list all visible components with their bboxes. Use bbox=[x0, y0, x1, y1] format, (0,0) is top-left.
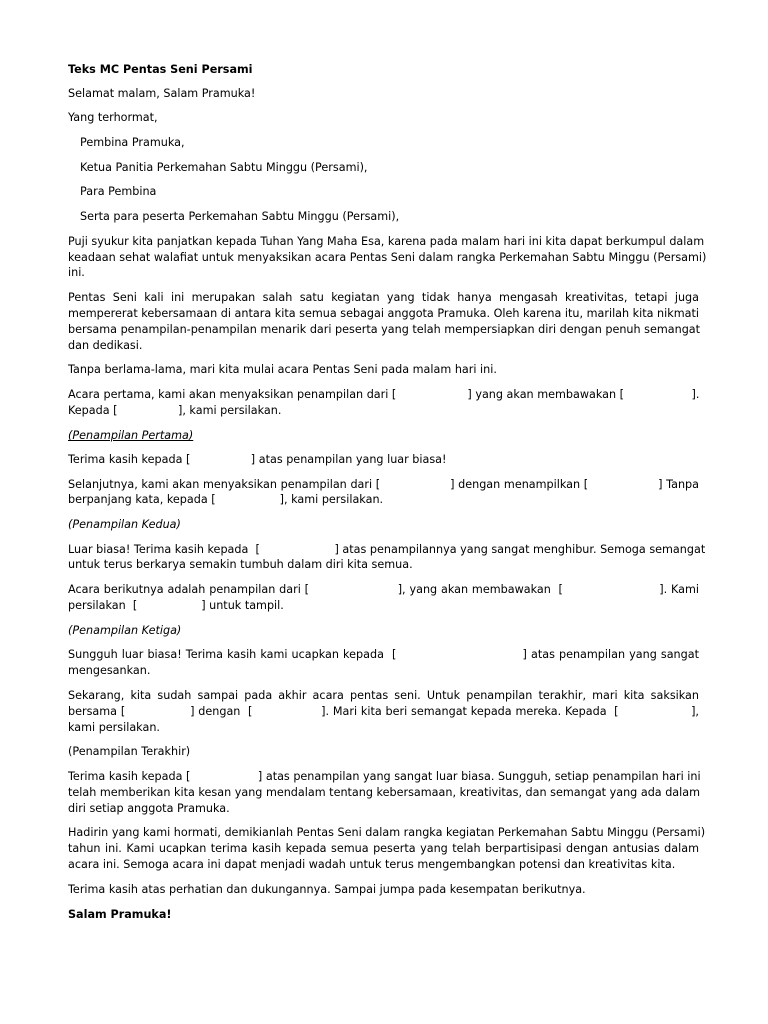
paragraph-line: Puji syukur kita panjatkan kepada Tuhan Yang Maha Esa, karena pada malam hari ini kita dapat berkumpul dalam bbox=[68, 235, 705, 248]
paragraph-line: Terima kasih atas perhatian dan dukungannya. Sampai jumpa pada kesempatan berikutnya. bbox=[68, 883, 586, 896]
salutation-intro: Yang terhormat, bbox=[68, 111, 158, 124]
performance-heading: (Penampilan Kedua) bbox=[68, 518, 181, 531]
salutation-item: Serta para peserta Perkemahan Sabtu Minggu (Persami), bbox=[80, 210, 400, 223]
paragraph-line: mengesankan. bbox=[68, 664, 151, 677]
paragraph-line: acara ini. Semoga acara ini dapat menjadi wadah untuk terus mengembangkan potensi dan kreativitas kita. bbox=[68, 858, 676, 871]
paragraph-line: Terima kasih kepada [ ] atas penampilan yang luar biasa! bbox=[68, 453, 447, 466]
paragraph-line: tahun ini. Kami ucapkan terima kasih kepada semua peserta yang telah berpartisipasi dengan antusias dalam bbox=[68, 842, 699, 855]
paragraph-line: telah memberikan kita kesan yang mendalam tentang kebersamaan, kreativitas, dan semangat yang ada dalam bbox=[68, 786, 701, 799]
paragraph-line: Sekarang, kita sudah sampai pada akhir acara pentas seni. Untuk penampilan terakhir, mari kita saksikan bbox=[68, 689, 699, 702]
paragraph-line: Tanpa berlama-lama, mari kita mulai acara Pentas Seni pada malam hari ini. bbox=[68, 363, 497, 376]
salutation-item: Para Pembina bbox=[80, 185, 157, 198]
document-title: Teks MC Pentas Seni Persami bbox=[68, 63, 253, 76]
paragraph-line: ini. bbox=[68, 266, 85, 279]
paragraph-line: Pentas Seni kali ini merupakan salah satu kegiatan yang tidak hanya mengasah kreativitas, tetapi juga bbox=[68, 291, 699, 304]
paragraph-line: Selanjutnya, kami akan menyaksikan penampilan dari [ ] dengan menampilkan [ ] Tanpa bbox=[68, 478, 699, 491]
paragraph-line: Sungguh luar biasa! Terima kasih kami ucapkan kepada [ ] atas penampilan yang sangat bbox=[68, 648, 699, 661]
paragraph-line: bersama [ ] dengan [ ]. Mari kita beri semangat kepada mereka. Kepada [ ], bbox=[68, 705, 699, 718]
greeting: Selamat malam, Salam Pramuka! bbox=[68, 87, 256, 100]
closing-line: Salam Pramuka! bbox=[68, 908, 172, 921]
paragraph-line: bersama penampilan-penampilan menarik dari peserta yang telah mempersiapkan diri dengan penuh semangat bbox=[68, 323, 701, 336]
performance-heading: (Penampilan Pertama) bbox=[68, 429, 194, 442]
performance-heading: (Penampilan Ketiga) bbox=[68, 624, 182, 637]
paragraph-line: Hadirin yang kami hormati, demikianlah Pentas Seni dalam rangka kegiatan Perkemahan Sabtu Minggu (Persami) bbox=[68, 826, 706, 839]
paragraph-line: Luar biasa! Terima kasih kepada [ ] atas penampilannya yang sangat menghibur. Semoga semangat bbox=[68, 543, 706, 556]
paragraph-line: keadaan sehat walafiat untuk menyaksikan acara Pentas Seni dalam rangka Perkemahan Sabtu Minggu (Persami) bbox=[68, 251, 707, 264]
paragraph-line: Acara pertama, kami akan menyaksikan penampilan dari [ ] yang akan membawakan [ ]. bbox=[68, 388, 700, 401]
performance-heading: (Penampilan Terakhir) bbox=[68, 745, 191, 758]
paragraph-line: dan dedikasi. bbox=[68, 339, 143, 352]
paragraph-line: mempererat kebersamaan di antara kita semua sebagai anggota Pramuka. Oleh karena itu, marilah kita nikmati bbox=[68, 307, 699, 320]
paragraph-line: persilakan [ ] untuk tampil. bbox=[68, 599, 284, 612]
paragraph-line: untuk terus berkarya semakin tumbuh dalam diri kita semua. bbox=[68, 558, 413, 571]
paragraph-line: Acara berikutnya adalah penampilan dari [ ], yang akan membawakan [ ]. Kami bbox=[68, 583, 699, 596]
paragraph-line: berpanjang kata, kepada [ ], kami persilakan. bbox=[68, 493, 384, 506]
paragraph-line: kami persilakan. bbox=[68, 721, 160, 734]
paragraph-line: Kepada [ ], kami persilakan. bbox=[68, 404, 282, 417]
paragraph-line: diri setiap anggota Pramuka. bbox=[68, 802, 230, 815]
salutation-item: Ketua Panitia Perkemahan Sabtu Minggu (Persami), bbox=[80, 161, 368, 174]
salutation-item: Pembina Pramuka, bbox=[80, 136, 185, 149]
paragraph-line: Terima kasih kepada [ ] atas penampilan yang sangat luar biasa. Sungguh, setiap penampilan hari ini bbox=[68, 770, 701, 783]
